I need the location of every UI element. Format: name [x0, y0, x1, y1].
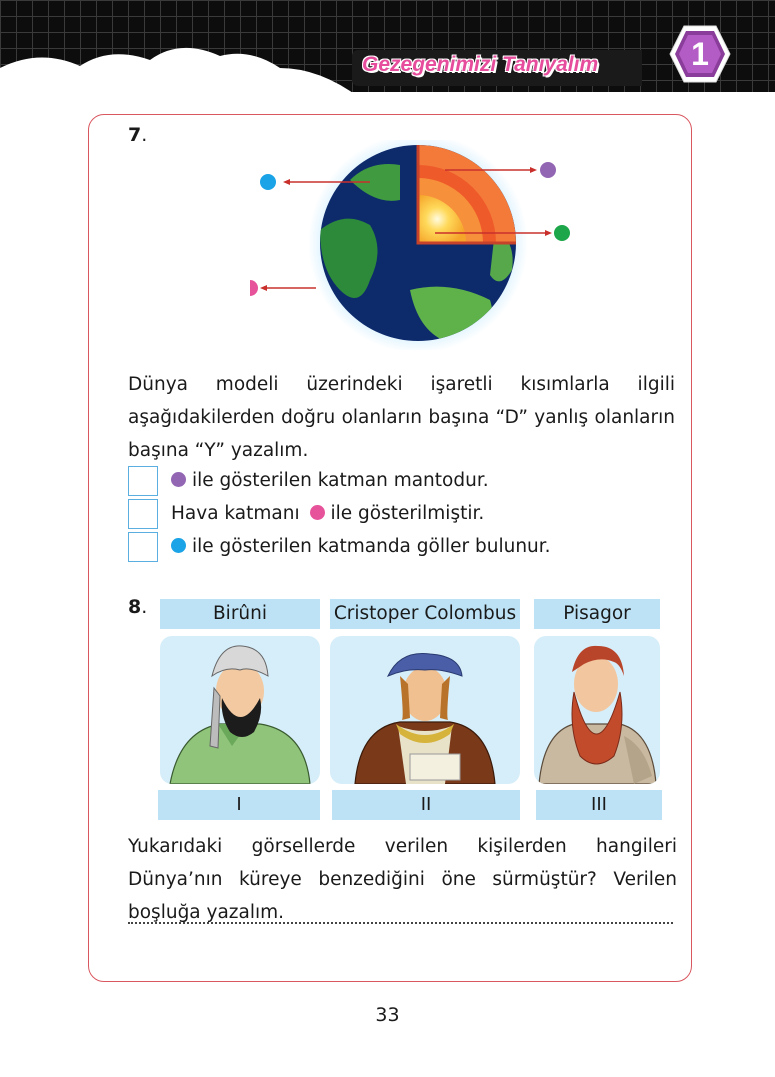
- blue-dot-icon: [171, 538, 186, 553]
- pink-dot-icon: [310, 505, 325, 520]
- name-label-1: Birûni: [160, 599, 320, 629]
- pink-marker-dot: [250, 280, 258, 296]
- answer-box-2[interactable]: [128, 499, 158, 529]
- roman-label-1: I: [158, 790, 320, 820]
- answer-box-3[interactable]: [128, 532, 158, 562]
- answer-line[interactable]: [128, 922, 673, 924]
- green-marker-dot: [554, 225, 570, 241]
- q8-instructions: Yukarıdaki görsellerde verilen kişilerden hangileri Dünya’nın küreye benzediğini öne sürmüştür? Verilen boşluğa yazalım.: [128, 836, 677, 923]
- roman-label-3: III: [536, 790, 662, 820]
- blue-marker-dot: [260, 174, 276, 190]
- purple-marker-dot: [540, 162, 556, 178]
- page-number: 33: [375, 1004, 400, 1026]
- earth-layers-diagram: [250, 140, 580, 350]
- q7-item-2: Hava katmanı ile gösterilmiştir.: [171, 503, 485, 524]
- question-number-7: 7.: [128, 124, 148, 146]
- unit-number: 1: [691, 36, 709, 72]
- purple-dot-icon: [171, 472, 186, 487]
- name-label-3: Pisagor: [534, 599, 660, 629]
- portrait-columbus: [330, 636, 520, 784]
- q7-item-3: ile gösterilen katmanda göller bulunur.: [171, 536, 551, 557]
- question-number-8: 8.: [128, 596, 148, 618]
- cloud-shape: [0, 38, 360, 98]
- name-label-2: Cristoper Colombus: [330, 599, 520, 629]
- chapter-title: Gezegenimizi Tanıyalım: [362, 53, 599, 76]
- portrait-biruni: [160, 636, 320, 784]
- roman-label-2: II: [332, 790, 520, 820]
- portrait-pisagor: [534, 636, 660, 784]
- answer-box-1[interactable]: [128, 466, 158, 496]
- q7-instructions: Dünya modeli üzerindeki işaretli kısımlarla ilgili aşağıdakilerden doğru olanların başına “D” yanlış olanların başına “Y” yazalım.: [128, 374, 675, 461]
- q7-item-1: ile gösterilen katman mantodur.: [171, 470, 489, 491]
